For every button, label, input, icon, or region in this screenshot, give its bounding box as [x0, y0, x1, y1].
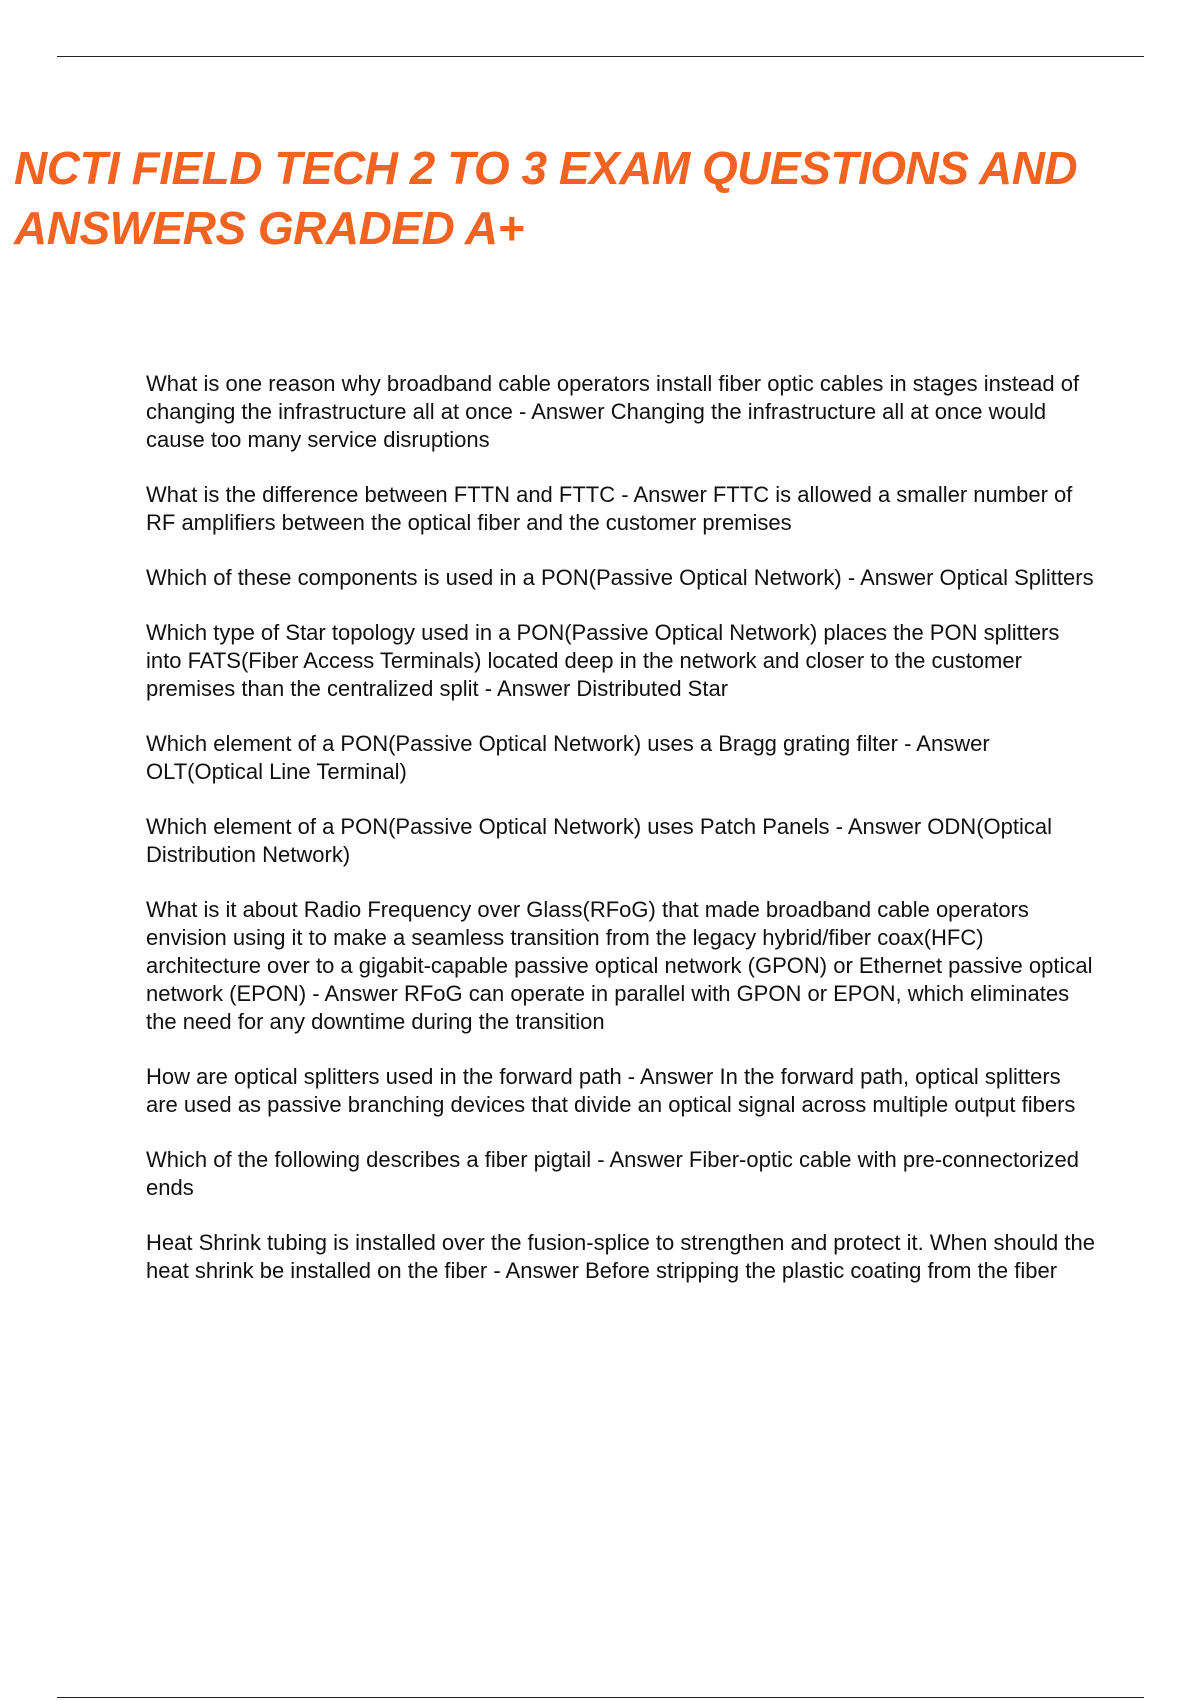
- qa-item-4: Which type of Star topology used in a PON(Passive Optical Network) places the PON splitters into FATS(Fiber Access Terminals) located deep in the network and closer to the customer premises than the centralized split - Answer Distributed Star: [146, 620, 1060, 701]
- qa-item-9: Which of the following describes a fiber pigtail - Answer Fiber-optic cable with pre-connectorized ends: [146, 1147, 1079, 1200]
- document-title: [14, 138, 1194, 258]
- qa-item-2: What is the difference between FTTN and FTTC - Answer FTTC is allowed a smaller number of RF amplifiers between the optical fiber and the customer premises: [146, 482, 1073, 535]
- qa-item-10: Heat Shrink tubing is installed over the fusion-splice to strengthen and protect it. When should the heat shrink be installed on the fiber - Answer Before stripping the plastic coating from the fiber: [146, 1230, 1095, 1283]
- qa-item-5: Which element of a PON(Passive Optical Network) uses a Bragg grating filter - Answer OLT(Optical Line Terminal): [146, 731, 990, 784]
- title-line-2: ANSWERS GRADED A+: [14, 202, 524, 254]
- qa-item-8: How are optical splitters used in the forward path - Answer In the forward path, optical splitters are used as passive branching devices that divide an optical signal across multiple output fibers: [146, 1064, 1076, 1117]
- top-divider: [57, 56, 1144, 57]
- qa-item-6: Which element of a PON(Passive Optical Network) uses Patch Panels - Answer ODN(Optical Distribution Network): [146, 814, 1052, 867]
- qa-item-3: Which of these components is used in a PON(Passive Optical Network) - Answer Optical Splitters: [146, 565, 1094, 590]
- qa-item-7: What is it about Radio Frequency over Glass(RFoG) that made broadband cable operators envision using it to make a seamless transition from the legacy hybrid/fiber coax(HFC) architecture over to a gigabit-capable passive optical network (GPON) or Ethernet passive optical network (EPON) - Answer RFoG can operate in parallel with GPON or EPON, which eliminates the need for any downtime during the transition: [146, 897, 1093, 1034]
- title-line-1: NCTI FIELD TECH 2 TO 3 EXAM QUESTIONS AND: [14, 142, 1078, 194]
- question-answer-list: [146, 370, 1096, 1312]
- bottom-divider: [57, 1697, 1144, 1698]
- qa-item-1: What is one reason why broadband cable operators install fiber optic cables in stages instead of changing the infrastructure all at once - Answer Changing the infrastructure all at once would cause too many service disruptions: [146, 371, 1080, 452]
